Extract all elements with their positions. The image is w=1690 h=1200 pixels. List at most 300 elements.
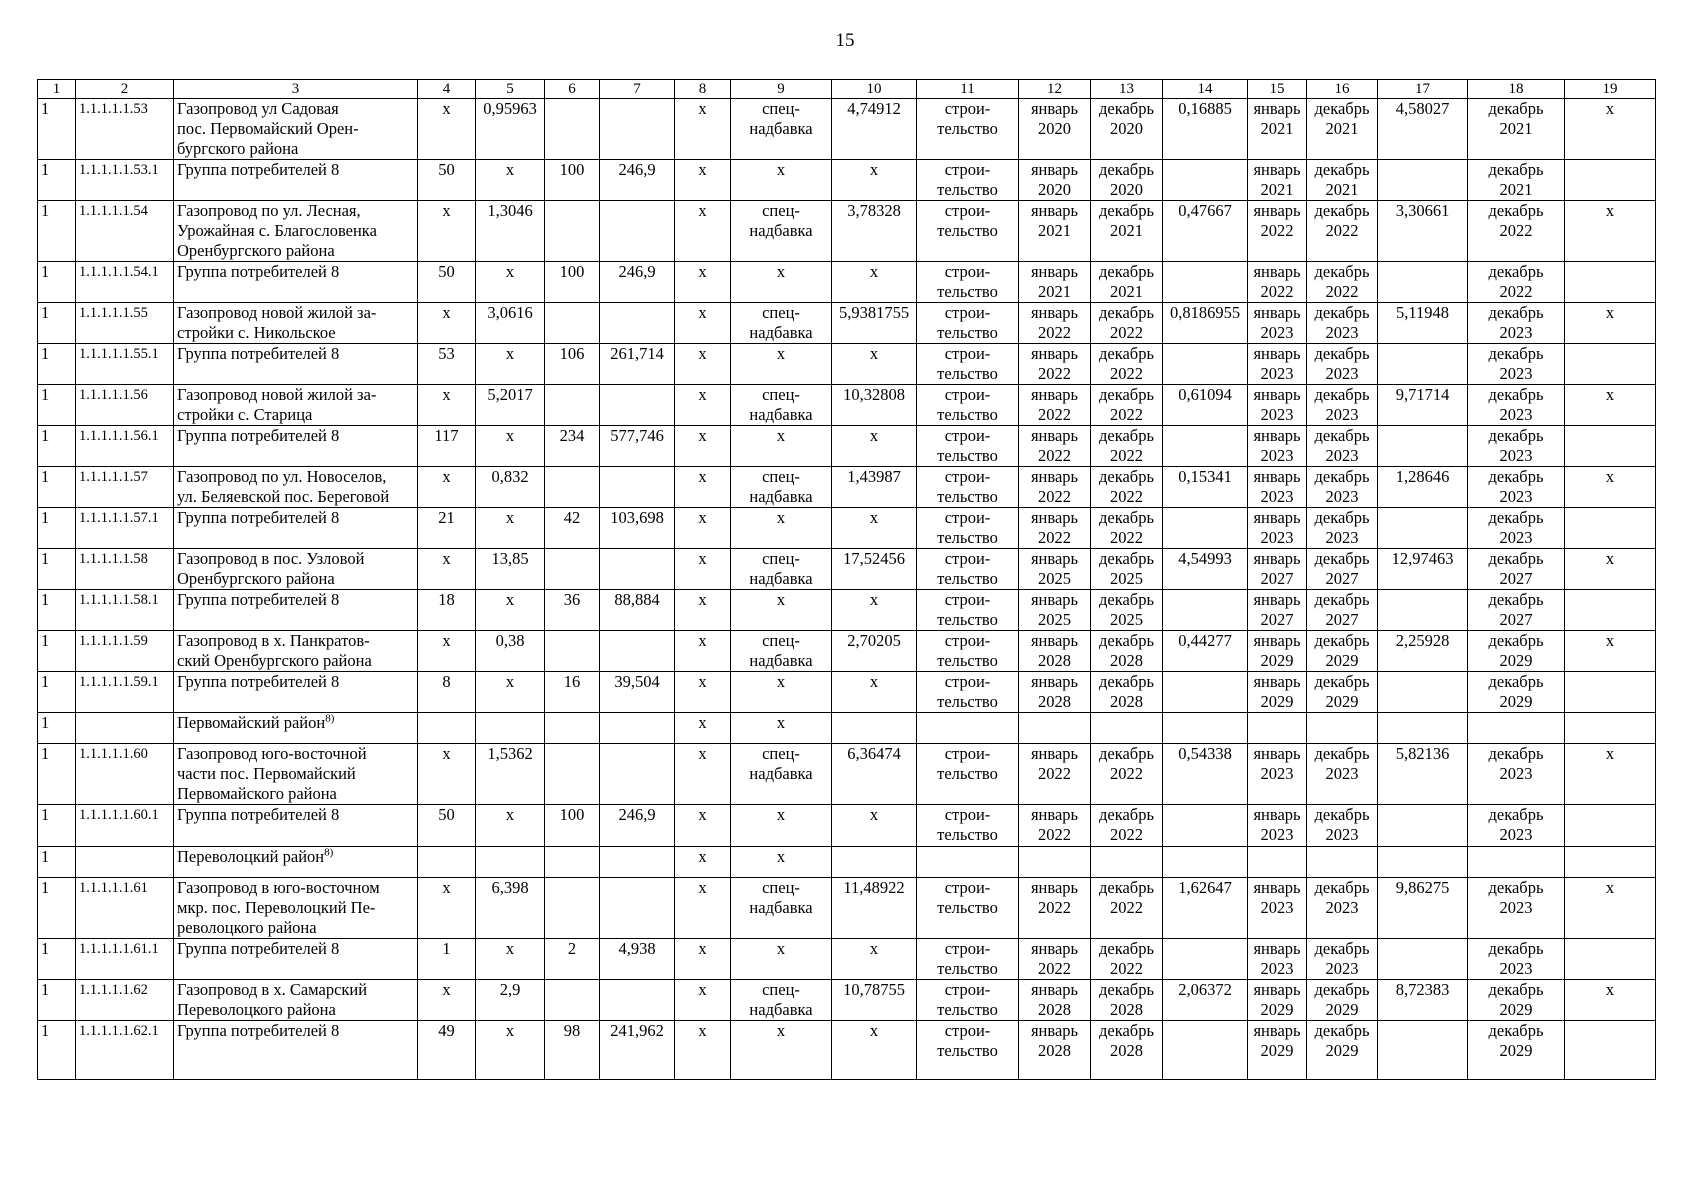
cell-col-13: декабрь 2028 [1091,1021,1163,1080]
cell-col-11: строи- тельство [917,467,1019,508]
cell-col-10: х [832,939,917,980]
cell-col-8: х [675,939,731,980]
cell-col-18: декабрь 2027 [1468,549,1565,590]
cell-col-5: 1,5362 [476,744,545,805]
cell-col-1: 1 [38,201,76,262]
cell-col-19 [1565,590,1656,631]
cell-col-17 [1378,713,1468,744]
cell-col-16: декабрь 2027 [1307,590,1378,631]
column-header-16: 16 [1307,80,1378,99]
cell-col-3: Газопровод юго-восточной части пос. Первомайский Первомайского района [174,744,418,805]
cell-col-4: 50 [418,160,476,201]
cell-col-7 [600,467,675,508]
cell-col-8: х [675,201,731,262]
cell-col-18: декабрь 2022 [1468,201,1565,262]
cell-col-10: 10,78755 [832,980,917,1021]
cell-col-2: 1.1.1.1.1.61.1 [76,939,174,980]
cell-col-18 [1468,847,1565,878]
cell-col-8: х [675,262,731,303]
cell-col-12: январь 2022 [1019,744,1091,805]
cell-col-7 [600,847,675,878]
cell-col-13 [1091,713,1163,744]
cell-col-5: х [476,426,545,467]
cell-col-15: январь 2023 [1248,508,1307,549]
table-row [38,508,1656,549]
cell-col-3: Группа потребителей 8 [174,160,418,201]
cell-col-3: Газопровод по ул. Лесная, Урожайная с. Благословенка Оренбургского района [174,201,418,262]
table-row [38,549,1656,590]
cell-col-15: январь 2023 [1248,878,1307,939]
cell-col-14: 1,62647 [1163,878,1248,939]
cell-col-4 [418,713,476,744]
cell-col-2: 1.1.1.1.1.56 [76,385,174,426]
cell-col-7: 577,746 [600,426,675,467]
cell-col-7 [600,99,675,160]
cell-col-3 [174,847,418,878]
cell-col-4: 18 [418,590,476,631]
cell-col-5: х [476,508,545,549]
cell-col-16: декабрь 2023 [1307,303,1378,344]
table-row [38,847,1656,878]
cell-col-2: 1.1.1.1.1.57 [76,467,174,508]
cell-col-1: 1 [38,160,76,201]
cell-col-1: 1 [38,672,76,713]
cell-col-5: 2,9 [476,980,545,1021]
cell-col-6 [545,467,600,508]
cell-col-9: спец- надбавка [731,303,832,344]
cell-col-9: х [731,939,832,980]
cell-col-3: Группа потребителей 8 [174,1021,418,1080]
cell-col-13: декабрь 2022 [1091,939,1163,980]
cell-col-1: 1 [38,426,76,467]
cell-col-14 [1163,1021,1248,1080]
cell-col-3: Группа потребителей 8 [174,262,418,303]
cell-col-14: 4,54993 [1163,549,1248,590]
cell-col-5: 13,85 [476,549,545,590]
cell-col-6: 100 [545,262,600,303]
cell-col-14: 0,54338 [1163,744,1248,805]
cell-col-4: 53 [418,344,476,385]
cell-col-7 [600,878,675,939]
cell-col-13: декабрь 2021 [1091,201,1163,262]
cell-col-6: 36 [545,590,600,631]
cell-col-12 [1019,713,1091,744]
cell-col-19 [1565,344,1656,385]
cell-col-8: х [675,426,731,467]
cell-col-1: 1 [38,631,76,672]
cell-col-8: х [675,847,731,878]
cell-col-12: январь 2022 [1019,344,1091,385]
header-row [38,80,1656,99]
cell-col-9: спец- надбавка [731,467,832,508]
cell-col-13: декабрь 2020 [1091,99,1163,160]
cell-col-7: 246,9 [600,805,675,847]
table-row [38,160,1656,201]
cell-col-12: январь 2022 [1019,385,1091,426]
footnote-mark: 8) [324,846,334,859]
cell-col-8: х [675,385,731,426]
cell-col-18: декабрь 2023 [1468,303,1565,344]
cell-col-4: х [418,980,476,1021]
cell-col-8: х [675,590,731,631]
cell-col-6 [545,549,600,590]
cell-col-2: 1.1.1.1.1.58.1 [76,590,174,631]
cell-col-6: 100 [545,805,600,847]
cell-col-2: 1.1.1.1.1.62 [76,980,174,1021]
cell-col-17: 4,58027 [1378,99,1468,160]
cell-col-16: декабрь 2029 [1307,631,1378,672]
cell-col-2: 1.1.1.1.1.57.1 [76,508,174,549]
table-row [38,939,1656,980]
cell-col-7 [600,980,675,1021]
cell-col-8: х [675,744,731,805]
cell-col-9: спец- надбавка [731,878,832,939]
cell-col-7 [600,385,675,426]
cell-col-4: х [418,99,476,160]
cell-col-12: январь 2021 [1019,201,1091,262]
cell-col-11: строи- тельство [917,201,1019,262]
cell-col-17 [1378,426,1468,467]
cell-col-1: 1 [38,939,76,980]
cell-col-9: х [731,262,832,303]
cell-col-5: 0,38 [476,631,545,672]
cell-col-19 [1565,805,1656,847]
cell-col-15: январь 2029 [1248,980,1307,1021]
cell-col-15: январь 2021 [1248,99,1307,160]
cell-col-2: 1.1.1.1.1.61 [76,878,174,939]
cell-col-8: х [675,805,731,847]
cell-col-14 [1163,805,1248,847]
cell-col-1: 1 [38,980,76,1021]
cell-col-17: 5,11948 [1378,303,1468,344]
cell-col-6 [545,713,600,744]
cell-col-2: 1.1.1.1.1.54 [76,201,174,262]
cell-col-11 [917,713,1019,744]
cell-col-16: декабрь 2023 [1307,939,1378,980]
column-header-9: 9 [731,80,832,99]
cell-col-14 [1163,426,1248,467]
cell-col-16: декабрь 2023 [1307,426,1378,467]
cell-col-11: строи- тельство [917,980,1019,1021]
cell-col-14: 0,47667 [1163,201,1248,262]
cell-col-19 [1565,939,1656,980]
cell-col-17: 8,72383 [1378,980,1468,1021]
cell-col-3: Газопровод новой жилой за- стройки с. Старица [174,385,418,426]
cell-col-6: 16 [545,672,600,713]
cell-col-13: декабрь 2022 [1091,878,1163,939]
cell-col-12: январь 2028 [1019,1021,1091,1080]
cell-col-6 [545,303,600,344]
cell-col-11: строи- тельство [917,508,1019,549]
cell-col-12: январь 2022 [1019,508,1091,549]
cell-col-6 [545,744,600,805]
cell-col-13: декабрь 2022 [1091,744,1163,805]
cell-col-4: 49 [418,1021,476,1080]
table-body [38,99,1656,1080]
cell-col-14: 0,44277 [1163,631,1248,672]
cell-col-8: х [675,99,731,160]
cell-col-1: 1 [38,744,76,805]
cell-col-6 [545,201,600,262]
cell-col-18: декабрь 2023 [1468,805,1565,847]
cell-col-10: 6,36474 [832,744,917,805]
cell-col-3: Газопровод в юго-восточном мкр. пос. Переволоцкий Пе- револоцкого района [174,878,418,939]
cell-col-9: х [731,713,832,744]
cell-col-18: декабрь 2023 [1468,426,1565,467]
column-header-6: 6 [545,80,600,99]
column-header-3: 3 [174,80,418,99]
cell-col-18: декабрь 2023 [1468,508,1565,549]
cell-col-15: январь 2023 [1248,426,1307,467]
cell-col-17 [1378,590,1468,631]
cell-col-2: 1.1.1.1.1.59.1 [76,672,174,713]
cell-col-7 [600,631,675,672]
column-header-13: 13 [1091,80,1163,99]
cell-col-2: 1.1.1.1.1.55.1 [76,344,174,385]
cell-col-5: 0,832 [476,467,545,508]
cell-col-6 [545,631,600,672]
cell-col-16: декабрь 2029 [1307,980,1378,1021]
cell-col-7 [600,713,675,744]
cell-col-15 [1248,847,1307,878]
cell-col-13: декабрь 2022 [1091,303,1163,344]
cell-col-3: Газопровод по ул. Новоселов, ул. Беляевской пос. Береговой [174,467,418,508]
cell-col-1: 1 [38,467,76,508]
column-header-15: 15 [1248,80,1307,99]
cell-col-14: 0,15341 [1163,467,1248,508]
cell-col-19: х [1565,631,1656,672]
cell-col-15: январь 2029 [1248,1021,1307,1080]
cell-col-4: х [418,201,476,262]
cell-col-19 [1565,262,1656,303]
cell-col-11: строи- тельство [917,160,1019,201]
cell-col-5: 5,2017 [476,385,545,426]
table-row [38,303,1656,344]
cell-col-10: х [832,590,917,631]
cell-col-19 [1565,847,1656,878]
cell-col-12: январь 2028 [1019,631,1091,672]
cell-col-11: строи- тельство [917,344,1019,385]
cell-col-9: х [731,1021,832,1080]
cell-col-4: х [418,549,476,590]
cell-col-16: декабрь 2023 [1307,385,1378,426]
cell-col-6: 234 [545,426,600,467]
column-header-17: 17 [1378,80,1468,99]
column-header-1: 1 [38,80,76,99]
cell-col-6 [545,847,600,878]
cell-col-18 [1468,713,1565,744]
cell-col-5 [476,713,545,744]
cell-col-9: х [731,344,832,385]
cell-col-3: Группа потребителей 8 [174,508,418,549]
cell-col-8: х [675,303,731,344]
cell-col-14: 0,61094 [1163,385,1248,426]
cell-col-11: строи- тельство [917,805,1019,847]
cell-col-15: январь 2029 [1248,631,1307,672]
cell-col-7: 261,714 [600,344,675,385]
table-row [38,878,1656,939]
cell-col-12: январь 2020 [1019,99,1091,160]
cell-col-9: спец- надбавка [731,99,832,160]
table-row [38,1021,1656,1080]
cell-col-15 [1248,713,1307,744]
cell-col-14 [1163,590,1248,631]
cell-col-2: 1.1.1.1.1.53.1 [76,160,174,201]
cell-col-19 [1565,426,1656,467]
cell-col-5: 6,398 [476,878,545,939]
page-number: 15 [835,30,855,51]
cell-col-6 [545,878,600,939]
cell-col-17 [1378,939,1468,980]
region-name: Первомайский район [177,713,326,732]
cell-col-4: х [418,744,476,805]
cell-col-19: х [1565,385,1656,426]
cell-col-6: 100 [545,160,600,201]
cell-col-1: 1 [38,385,76,426]
cell-col-5: х [476,939,545,980]
cell-col-3: Газопровод в х. Самарский Переволоцкого района [174,980,418,1021]
cell-col-2: 1.1.1.1.1.53 [76,99,174,160]
footnote-mark: 8) [325,712,335,725]
cell-col-11: строи- тельство [917,99,1019,160]
cell-col-18: декабрь 2021 [1468,99,1565,160]
cell-col-3: Группа потребителей 8 [174,939,418,980]
cell-col-17: 2,25928 [1378,631,1468,672]
cell-col-12: январь 2028 [1019,672,1091,713]
cell-col-11: строи- тельство [917,590,1019,631]
cell-col-3: Группа потребителей 8 [174,426,418,467]
cell-col-14 [1163,713,1248,744]
cell-col-2: 1.1.1.1.1.60.1 [76,805,174,847]
cell-col-1: 1 [38,508,76,549]
cell-col-3: Газопровод в х. Панкратов- ский Оренбургского района [174,631,418,672]
cell-col-13: декабрь 2028 [1091,672,1163,713]
cell-col-10: 5,9381755 [832,303,917,344]
column-header-2: 2 [76,80,174,99]
cell-col-7: 246,9 [600,262,675,303]
cell-col-18: декабрь 2023 [1468,344,1565,385]
cell-col-10: 3,78328 [832,201,917,262]
cell-col-13: декабрь 2028 [1091,631,1163,672]
cell-col-19: х [1565,878,1656,939]
table-row [38,980,1656,1021]
cell-col-16: декабрь 2023 [1307,508,1378,549]
cell-col-3: Газопровод в пос. Узловой Оренбургского района [174,549,418,590]
cell-col-4: х [418,467,476,508]
cell-col-13: декабрь 2022 [1091,344,1163,385]
column-header-12: 12 [1019,80,1091,99]
cell-col-16: декабрь 2023 [1307,744,1378,805]
cell-col-15: январь 2029 [1248,672,1307,713]
table-row [38,713,1656,744]
cell-col-5: х [476,672,545,713]
cell-col-8: х [675,344,731,385]
cell-col-17 [1378,508,1468,549]
cell-col-19: х [1565,549,1656,590]
cell-col-14 [1163,262,1248,303]
cell-col-2: 1.1.1.1.1.62.1 [76,1021,174,1080]
cell-col-1: 1 [38,713,76,744]
cell-col-7: 241,962 [600,1021,675,1080]
cell-col-10: х [832,344,917,385]
cell-col-3: Группа потребителей 8 [174,805,418,847]
cell-col-16: декабрь 2022 [1307,201,1378,262]
column-header-4: 4 [418,80,476,99]
table-row [38,344,1656,385]
cell-col-16: декабрь 2023 [1307,344,1378,385]
cell-col-4: х [418,878,476,939]
cell-col-9: спец- надбавка [731,744,832,805]
cell-col-19: х [1565,744,1656,805]
cell-col-12: январь 2021 [1019,262,1091,303]
cell-col-17: 9,86275 [1378,878,1468,939]
cell-col-19 [1565,1021,1656,1080]
cell-col-17 [1378,262,1468,303]
cell-col-13: декабрь 2025 [1091,549,1163,590]
cell-col-16: декабрь 2023 [1307,878,1378,939]
cell-col-9: х [731,590,832,631]
cell-col-6: 42 [545,508,600,549]
column-header-18: 18 [1468,80,1565,99]
cell-col-16: декабрь 2029 [1307,1021,1378,1080]
cell-col-1: 1 [38,344,76,385]
cell-col-12: январь 2022 [1019,467,1091,508]
cell-col-9: х [731,508,832,549]
column-header-7: 7 [600,80,675,99]
cell-col-6: 106 [545,344,600,385]
cell-col-11: строи- тельство [917,426,1019,467]
cell-col-16: декабрь 2027 [1307,549,1378,590]
cell-col-7: 88,884 [600,590,675,631]
cell-col-5: 3,0616 [476,303,545,344]
cell-col-18: декабрь 2023 [1468,467,1565,508]
cell-col-18: декабрь 2022 [1468,262,1565,303]
cell-col-3 [174,713,418,744]
cell-col-13: декабрь 2025 [1091,590,1163,631]
cell-col-6 [545,980,600,1021]
table-row [38,467,1656,508]
cell-col-15: январь 2021 [1248,160,1307,201]
cell-col-1: 1 [38,549,76,590]
cell-col-7: 103,698 [600,508,675,549]
cell-col-14: 0,8186955 [1163,303,1248,344]
cell-col-10 [832,713,917,744]
cell-col-11: строи- тельство [917,303,1019,344]
cell-col-12: январь 2028 [1019,980,1091,1021]
cell-col-2: 1.1.1.1.1.59 [76,631,174,672]
cell-col-8: х [675,160,731,201]
cell-col-10: 11,48922 [832,878,917,939]
cell-col-18: декабрь 2023 [1468,385,1565,426]
cell-col-5: х [476,344,545,385]
cell-col-7: 246,9 [600,160,675,201]
cell-col-5: х [476,160,545,201]
cell-col-12: январь 2022 [1019,805,1091,847]
cell-col-19 [1565,160,1656,201]
cell-col-17 [1378,672,1468,713]
cell-col-16: декабрь 2023 [1307,467,1378,508]
cell-col-9: спец- надбавка [731,631,832,672]
table-row [38,262,1656,303]
cell-col-2: 1.1.1.1.1.56.1 [76,426,174,467]
cell-col-9: спец- надбавка [731,549,832,590]
cell-col-11: строи- тельство [917,262,1019,303]
cell-col-2: 1.1.1.1.1.58 [76,549,174,590]
cell-col-18: декабрь 2029 [1468,980,1565,1021]
cell-col-11 [917,847,1019,878]
cell-col-15: январь 2023 [1248,344,1307,385]
cell-col-17: 5,82136 [1378,744,1468,805]
